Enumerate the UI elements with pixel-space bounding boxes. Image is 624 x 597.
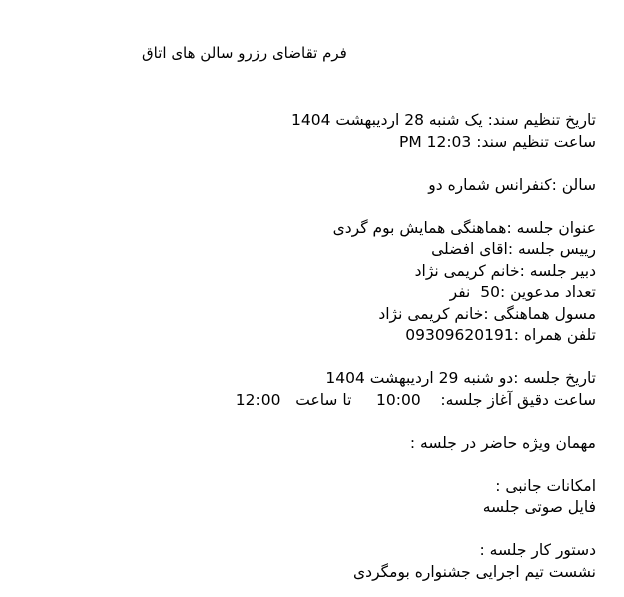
end-time: 12:00: [235, 390, 281, 409]
secretary-value: خانم کریمی نژاد: [414, 261, 520, 280]
subject-value: هماهنگی همایش بوم گردی: [332, 218, 507, 237]
phone-line: [116, 325, 596, 347]
to-label: تا ساعت: [295, 390, 352, 409]
subject-label: عنوان جلسه :: [506, 218, 596, 237]
agenda-label-line: [116, 540, 596, 562]
facilities-value: فایل صوتی جلسه: [482, 498, 596, 516]
start-time: 10:00: [376, 390, 421, 409]
coordinator-value: خانم کریمی نژاد: [378, 304, 484, 323]
meeting-date-value: دو شنبه 29 اردیبهشت 1404: [325, 369, 514, 387]
invitees-line: [116, 282, 596, 304]
hall-label: سالن :: [551, 175, 596, 194]
agenda-value: نشست تیم اجرایی جشنواره بومگردی: [353, 562, 596, 581]
issue-time-line: [116, 132, 596, 154]
issue-time-value: PM 12:03: [398, 132, 472, 151]
chair-value: اقای افضلی: [431, 240, 508, 258]
hall-line: [116, 175, 596, 197]
facilities-label: امکانات جانبی :: [495, 476, 596, 495]
facilities-value-line: [116, 497, 596, 519]
issue-date-label: تاریخ تنظیم سند:: [487, 111, 596, 129]
coordinator-line: [116, 304, 596, 326]
agenda-value-line: [116, 562, 596, 584]
subject-line: [116, 218, 596, 240]
phone-label: تلفن همراه :: [513, 326, 596, 344]
secretary-label: دبیر جلسه :: [519, 261, 596, 280]
meeting-time-label: ساعت دقیق آغاز جلسه:: [440, 390, 596, 409]
meeting-date-line: [116, 368, 596, 390]
secretary-line: [116, 261, 596, 283]
form-title: فرم تقاضای رزرو سالن های اتاق: [142, 44, 347, 62]
issue-date-line: [116, 110, 596, 132]
meeting-date-label: تاریخ جلسه :: [513, 369, 596, 387]
chair-line: [116, 239, 596, 261]
phone-value: 09309620191: [405, 326, 514, 344]
issue-date-value: یک شنبه 28 اردیبهشت 1404: [291, 111, 483, 129]
invitees-value: 50: [480, 283, 500, 301]
hall-value: کنفرانس شماره دو: [428, 175, 552, 194]
form-body: [116, 110, 596, 583]
facilities-label-line: [116, 476, 596, 498]
guests-label: مهمان ویژه حاضر در جلسه :: [409, 433, 596, 452]
issue-time-label: ساعت تنظیم سند:: [476, 132, 596, 151]
meeting-time-line: [116, 390, 596, 412]
invitees-unit: نفر: [449, 283, 471, 301]
invitees-label: تعداد مدعوین :: [499, 283, 596, 301]
agenda-label: دستور کار جلسه :: [479, 541, 596, 559]
coordinator-label: مسول هماهنگی :: [483, 304, 596, 323]
guests-line: [116, 433, 596, 455]
chair-label: رییس جلسه :: [507, 240, 596, 258]
